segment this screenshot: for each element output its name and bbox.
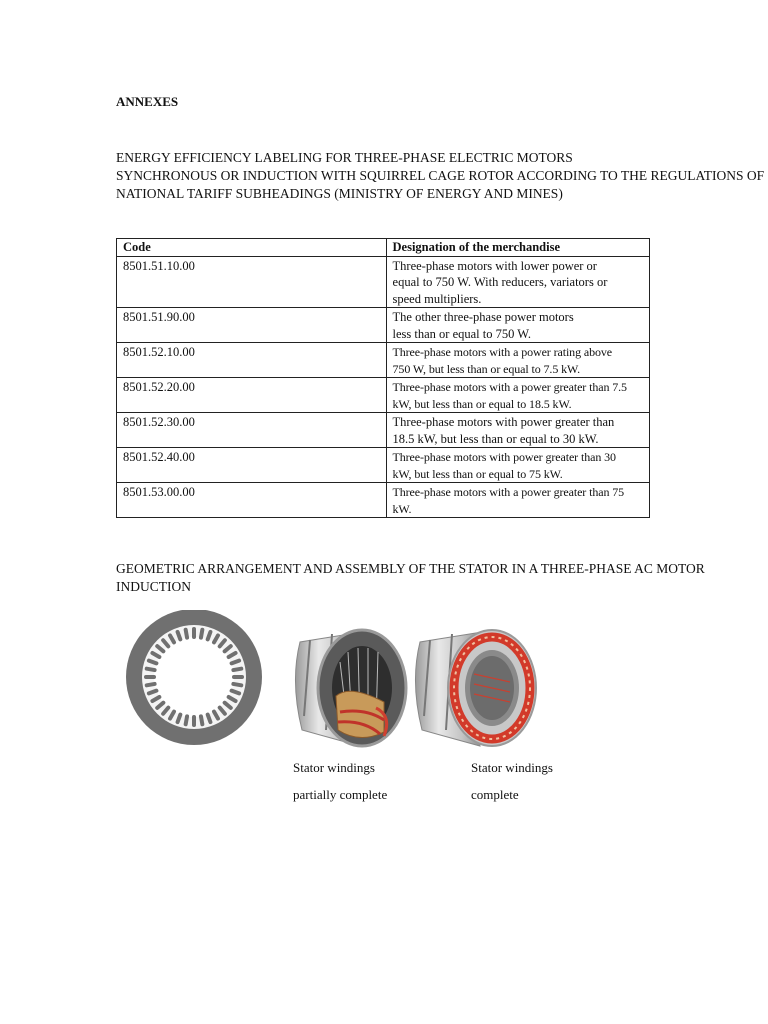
table-row [117,448,650,483]
table-row [117,308,650,343]
code-cell: 8501.51.10.00 [117,256,387,308]
designation-cell: Three-phase motors with a power rating above 750 W, but less than or equal to 7.5 kW. [386,343,649,378]
heading-line: ENERGY EFFICIENCY LABELING FOR THREE-PHASE ELECTRIC MOTORS [116,150,573,165]
designation-cell: The other three-phase power motors less than or equal to 750 W. [386,308,649,343]
code-cell: 8501.52.20.00 [117,378,387,413]
stator-slot [192,627,196,639]
stator-figures [124,610,544,750]
caption-partial-winding: Stator windings partially complete [293,760,388,802]
heading-line: SYNCHRONOUS OR INDUCTION WITH SQUIRREL CAGE ROTOR ACCORDING TO THE REGULATIONS OF [116,168,765,183]
table-header-row [117,239,650,257]
heading-line: INDUCTION [116,579,191,594]
heading-line: NATIONAL TARIFF SUBHEADINGS (MINISTRY OF ENERGY AND MINES) [116,186,563,201]
code-cell: 8501.52.40.00 [117,448,387,483]
code-cell: 8501.53.00.00 [117,483,387,518]
table-row [117,378,650,413]
designation-cell: Three-phase motors with a power greater than 75 kW. [386,483,649,518]
caption-complete-winding: Stator windings complete [471,760,553,802]
designation-cell: Three-phase motors with a power greater than 7.5 kW, but less than or equal to 18.5 kW. [386,378,649,413]
code-cell: 8501.51.90.00 [117,308,387,343]
table-row [117,483,650,518]
heading-line: GEOMETRIC ARRANGEMENT AND ASSEMBLY OF THE STATOR IN A THREE-PHASE AC MOTOR [116,561,705,576]
table-row [117,256,650,308]
column-header-code: Code [117,239,387,257]
table-row [117,413,650,448]
code-cell: 8501.52.30.00 [117,413,387,448]
designation-cell: Three-phase motors with lower power or equal to 750 W. With reducers, variators or speed multipliers. [386,256,649,308]
column-header-designation: Designation of the merchandise [386,239,649,257]
tariff-code-table [116,238,650,518]
code-cell: 8501.52.10.00 [117,343,387,378]
section-heading-stator-geometry [116,560,705,596]
stator-partial-winding-image [280,612,410,752]
stator-slot [144,675,156,679]
stator-complete-winding-image [410,612,540,752]
table-row [117,343,650,378]
annex-title: ANNEXES [116,94,179,109]
section-heading-energy-labeling [116,149,764,203]
designation-cell: Three-phase motors with power greater than 30 kW, but less than or equal to 75 kW. [386,448,649,483]
stator-slot [232,675,244,679]
stator-lamination-image [124,610,264,750]
stator-slot [192,715,196,727]
designation-cell: Three-phase motors with power greater than 18.5 kW, but less than or equal to 30 kW. [386,413,649,448]
